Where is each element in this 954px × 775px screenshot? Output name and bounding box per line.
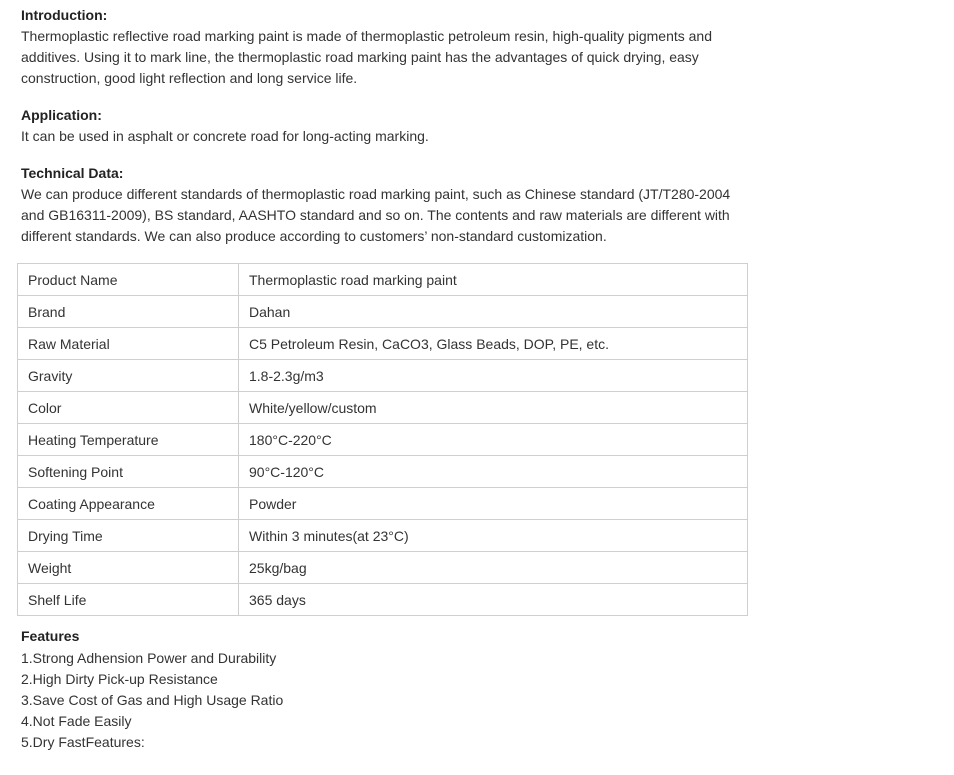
- spec-value: 1.8-2.3g/m3: [239, 360, 748, 392]
- spec-key: Brand: [18, 296, 239, 328]
- table-row: [18, 520, 748, 552]
- table-row: [18, 360, 748, 392]
- table-row: [18, 328, 748, 360]
- spec-value: 365 days: [239, 584, 748, 616]
- table-row: [18, 424, 748, 456]
- spec-key: Heating Temperature: [18, 424, 239, 456]
- spec-value: C5 Petroleum Resin, CaCO3, Glass Beads, DOP, PE, etc.: [239, 328, 748, 360]
- list-item: 3.Save Cost of Gas and High Usage Ratio: [21, 692, 284, 708]
- spec-value: 180°C-220°C: [239, 424, 748, 456]
- list-item: 4.Not Fade Easily: [21, 713, 132, 729]
- table-row: [18, 584, 748, 616]
- specifications-table: [17, 263, 748, 616]
- table-row: [18, 456, 748, 488]
- spec-key: Softening Point: [18, 456, 239, 488]
- list-item: 2.High Dirty Pick-up Resistance: [21, 671, 218, 687]
- spec-key: Weight: [18, 552, 239, 584]
- table-row: [18, 392, 748, 424]
- spec-key: Product Name: [18, 264, 239, 296]
- spec-value: Thermoplastic road marking paint: [239, 264, 748, 296]
- features-heading: Features: [21, 628, 80, 644]
- introduction-section: [21, 5, 751, 89]
- table-row: [18, 264, 748, 296]
- spec-key: Color: [18, 392, 239, 424]
- spec-value: 90°C-120°C: [239, 456, 748, 488]
- application-text: It can be used in asphalt or concrete road for long-acting marking.: [21, 128, 429, 144]
- spec-key: Raw Material: [18, 328, 239, 360]
- spec-key: Gravity: [18, 360, 239, 392]
- spec-key: Coating Appearance: [18, 488, 239, 520]
- spec-value: White/yellow/custom: [239, 392, 748, 424]
- spec-value: Powder: [239, 488, 748, 520]
- technical-data-text: We can produce different standards of thermoplastic road marking paint, such as Chinese standard (JT/T280-2004 and GB16311-2009), BS standard, AASHTO standard and so on. The contents and raw materials are different with different standards. We can also produce according to customers’ non-standard customization.: [21, 186, 731, 244]
- table-row: [18, 296, 748, 328]
- spec-value: 25kg/bag: [239, 552, 748, 584]
- application-heading: Application:: [21, 107, 102, 123]
- spec-key: Shelf Life: [18, 584, 239, 616]
- application-section: [21, 105, 751, 147]
- list-item: 5.Dry FastFeatures:: [21, 734, 145, 750]
- features-section: [21, 626, 621, 753]
- table-row: [18, 552, 748, 584]
- list-item: 1.Strong Adhension Power and Durability: [21, 650, 277, 666]
- spec-key: Drying Time: [18, 520, 239, 552]
- technical-data-section: [21, 163, 751, 247]
- introduction-heading: Introduction:: [21, 7, 108, 23]
- spec-value: Within 3 minutes(at 23°C): [239, 520, 748, 552]
- spec-value: Dahan: [239, 296, 748, 328]
- features-list: [21, 648, 621, 753]
- table-row: [18, 488, 748, 520]
- technical-data-heading: Technical Data:: [21, 165, 124, 181]
- introduction-text: Thermoplastic reflective road marking paint is made of thermoplastic petroleum resin, high-quality pigments and additives. Using it to mark line, the thermoplastic road marking paint has the advantages of quick drying, easy construction, good light reflection and long service life.: [21, 28, 712, 86]
